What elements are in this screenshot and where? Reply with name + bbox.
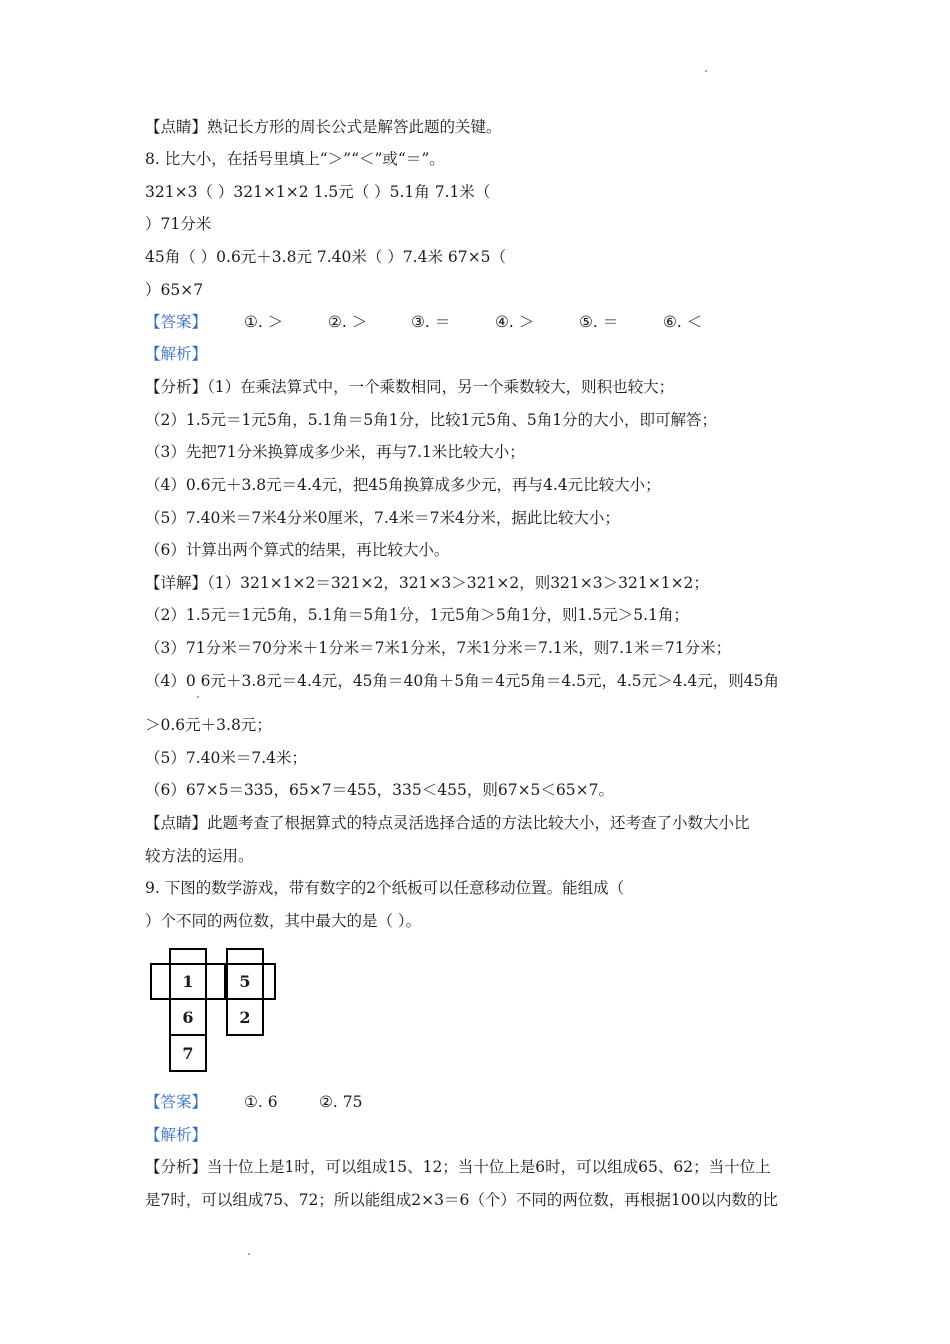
q8-xiangjie-1: 【详解】（1）321×1×2＝321×2，321×3＞321×2，则321×3＞321×1×2； [145,574,709,592]
q9-fenxi-1: 【分析】当十位上是1时，可以组成15、12；当十位上是6时，可以组成65、62；当十位上 [145,1158,771,1176]
q8-xiangjie-5: ＞0.6元＋3.8元； [145,716,272,734]
q8-xiangjie-2: （2）1.5元＝1元5角，5.1角＝5角1分，1元5角＞5角1分，则1.5元＞5.1角； [145,606,689,624]
card-cell-7: 7 [169,1034,207,1072]
q9-fenxi-2: 是7时，可以组成75、72；所以能组成2×3＝6（个）不同的两位数，再根据100以内数的比 [145,1191,778,1209]
decimal-dot-mark [197,696,199,698]
q8-xiangjie-6: （5）7.40米＝7.4米； [145,749,308,767]
q8-xiangjie-7: （6）67×5＝335，65×7＝455，335＜455，则67×5＜65×7。 [145,781,614,799]
q8-answer-5: ⑤. ＝ [579,313,619,331]
q8-row2: ）71分米 [145,215,212,233]
q8-xiangjie-4: （4）0 6元＋3.8元＝4.4元，45角＝40角＋5角＝4元5角＝4.5元，4.5元＞4.4元，则45角 [145,672,780,690]
q8-xiangjie-3: （3）71分米＝70分米＋1分米＝7米1分米，7米1分米＝7.1米，则7.1米＝71分米； [145,639,732,657]
q8-title: 8. 比大小，在括号里填上“＞”“＜”或“＝”。 [145,150,445,168]
q8-answer-4: ④. ＞ [495,313,535,331]
q8-answer-1: ①. ＞ [244,313,284,331]
q8-row4: ）65×7 [145,281,204,299]
q8-answer-6: ⑥. ＜ [663,313,703,331]
q8-fenxi-1: 【分析】（1）在乘法算式中，一个乘数相同，另一个乘数较大，则积也较大； [145,378,675,396]
number-card-diagram [150,948,280,1073]
card-right-side-flap [262,963,276,1000]
card-cell-6: 6 [169,998,207,1036]
q8-fenxi-3: （3）先把71分米换算成多少米，再与7.1米比较大小； [145,443,525,461]
q9-line2: ）个不同的两位数，其中最大的是（ ）。 [145,912,422,930]
q8-analysis-tag: 【解析】 [145,345,208,363]
q8-fenxi-2: （2）1.5元＝1元5角，5.1角＝5角1分，比较1元5角、5角1分的大小，即可解答； [145,411,718,429]
q9-answer-1: ①. 6 [244,1093,278,1111]
card-cell-2: 2 [226,998,264,1036]
q8-fenxi-4: （4）0.6元＋3.8元＝4.4元，把45角换算成多少元，再与4.4元比较大小； [145,476,661,494]
q9-answer-2: ②. 75 [319,1093,363,1111]
card-cell-5: 5 [226,963,264,1000]
scan-speck [705,70,707,72]
q8-answer-3: ③. ＝ [411,313,451,331]
q8-row1: 321×3（ ）321×1×2 1.5元（ ）5.1角 7.1米（ [145,183,491,201]
scan-speck-bottom [248,1253,250,1255]
q9-line1: 9. 下图的数学游戏，带有数字的2个纸板可以任意移动位置。能组成（ [145,879,625,897]
q8-answer-2: ②. ＞ [328,313,368,331]
card-cell-1: 1 [169,963,207,1000]
dianjing-line: 【点睛】熟记长方形的周长公式是解答此题的关键。 [145,118,502,136]
q9-analysis-tag: 【解析】 [145,1126,208,1144]
card-left-right-flap [205,963,226,1000]
q8-dianjing-1: 【点睛】此题考查了根据算式的特点灵活选择合适的方法比较大小，还考查了小数大小比 [145,814,750,832]
q8-fenxi-6: （6）计算出两个算式的结果，再比较大小。 [145,541,450,559]
q8-answer-tag: 【答案】 [145,313,208,331]
q8-fenxi-5: （5）7.40米＝7米4分米0厘米，7.4米＝7米4分米，据此比较大小； [145,509,620,527]
card-left-side-flap [150,963,171,1000]
q8-dianjing-2: 较方法的运用。 [145,847,254,865]
q9-answer-tag: 【答案】 [145,1093,208,1111]
q8-row3: 45角（ ）0.6元＋3.8元 7.40米（ ）7.4米 67×5（ [145,248,506,266]
